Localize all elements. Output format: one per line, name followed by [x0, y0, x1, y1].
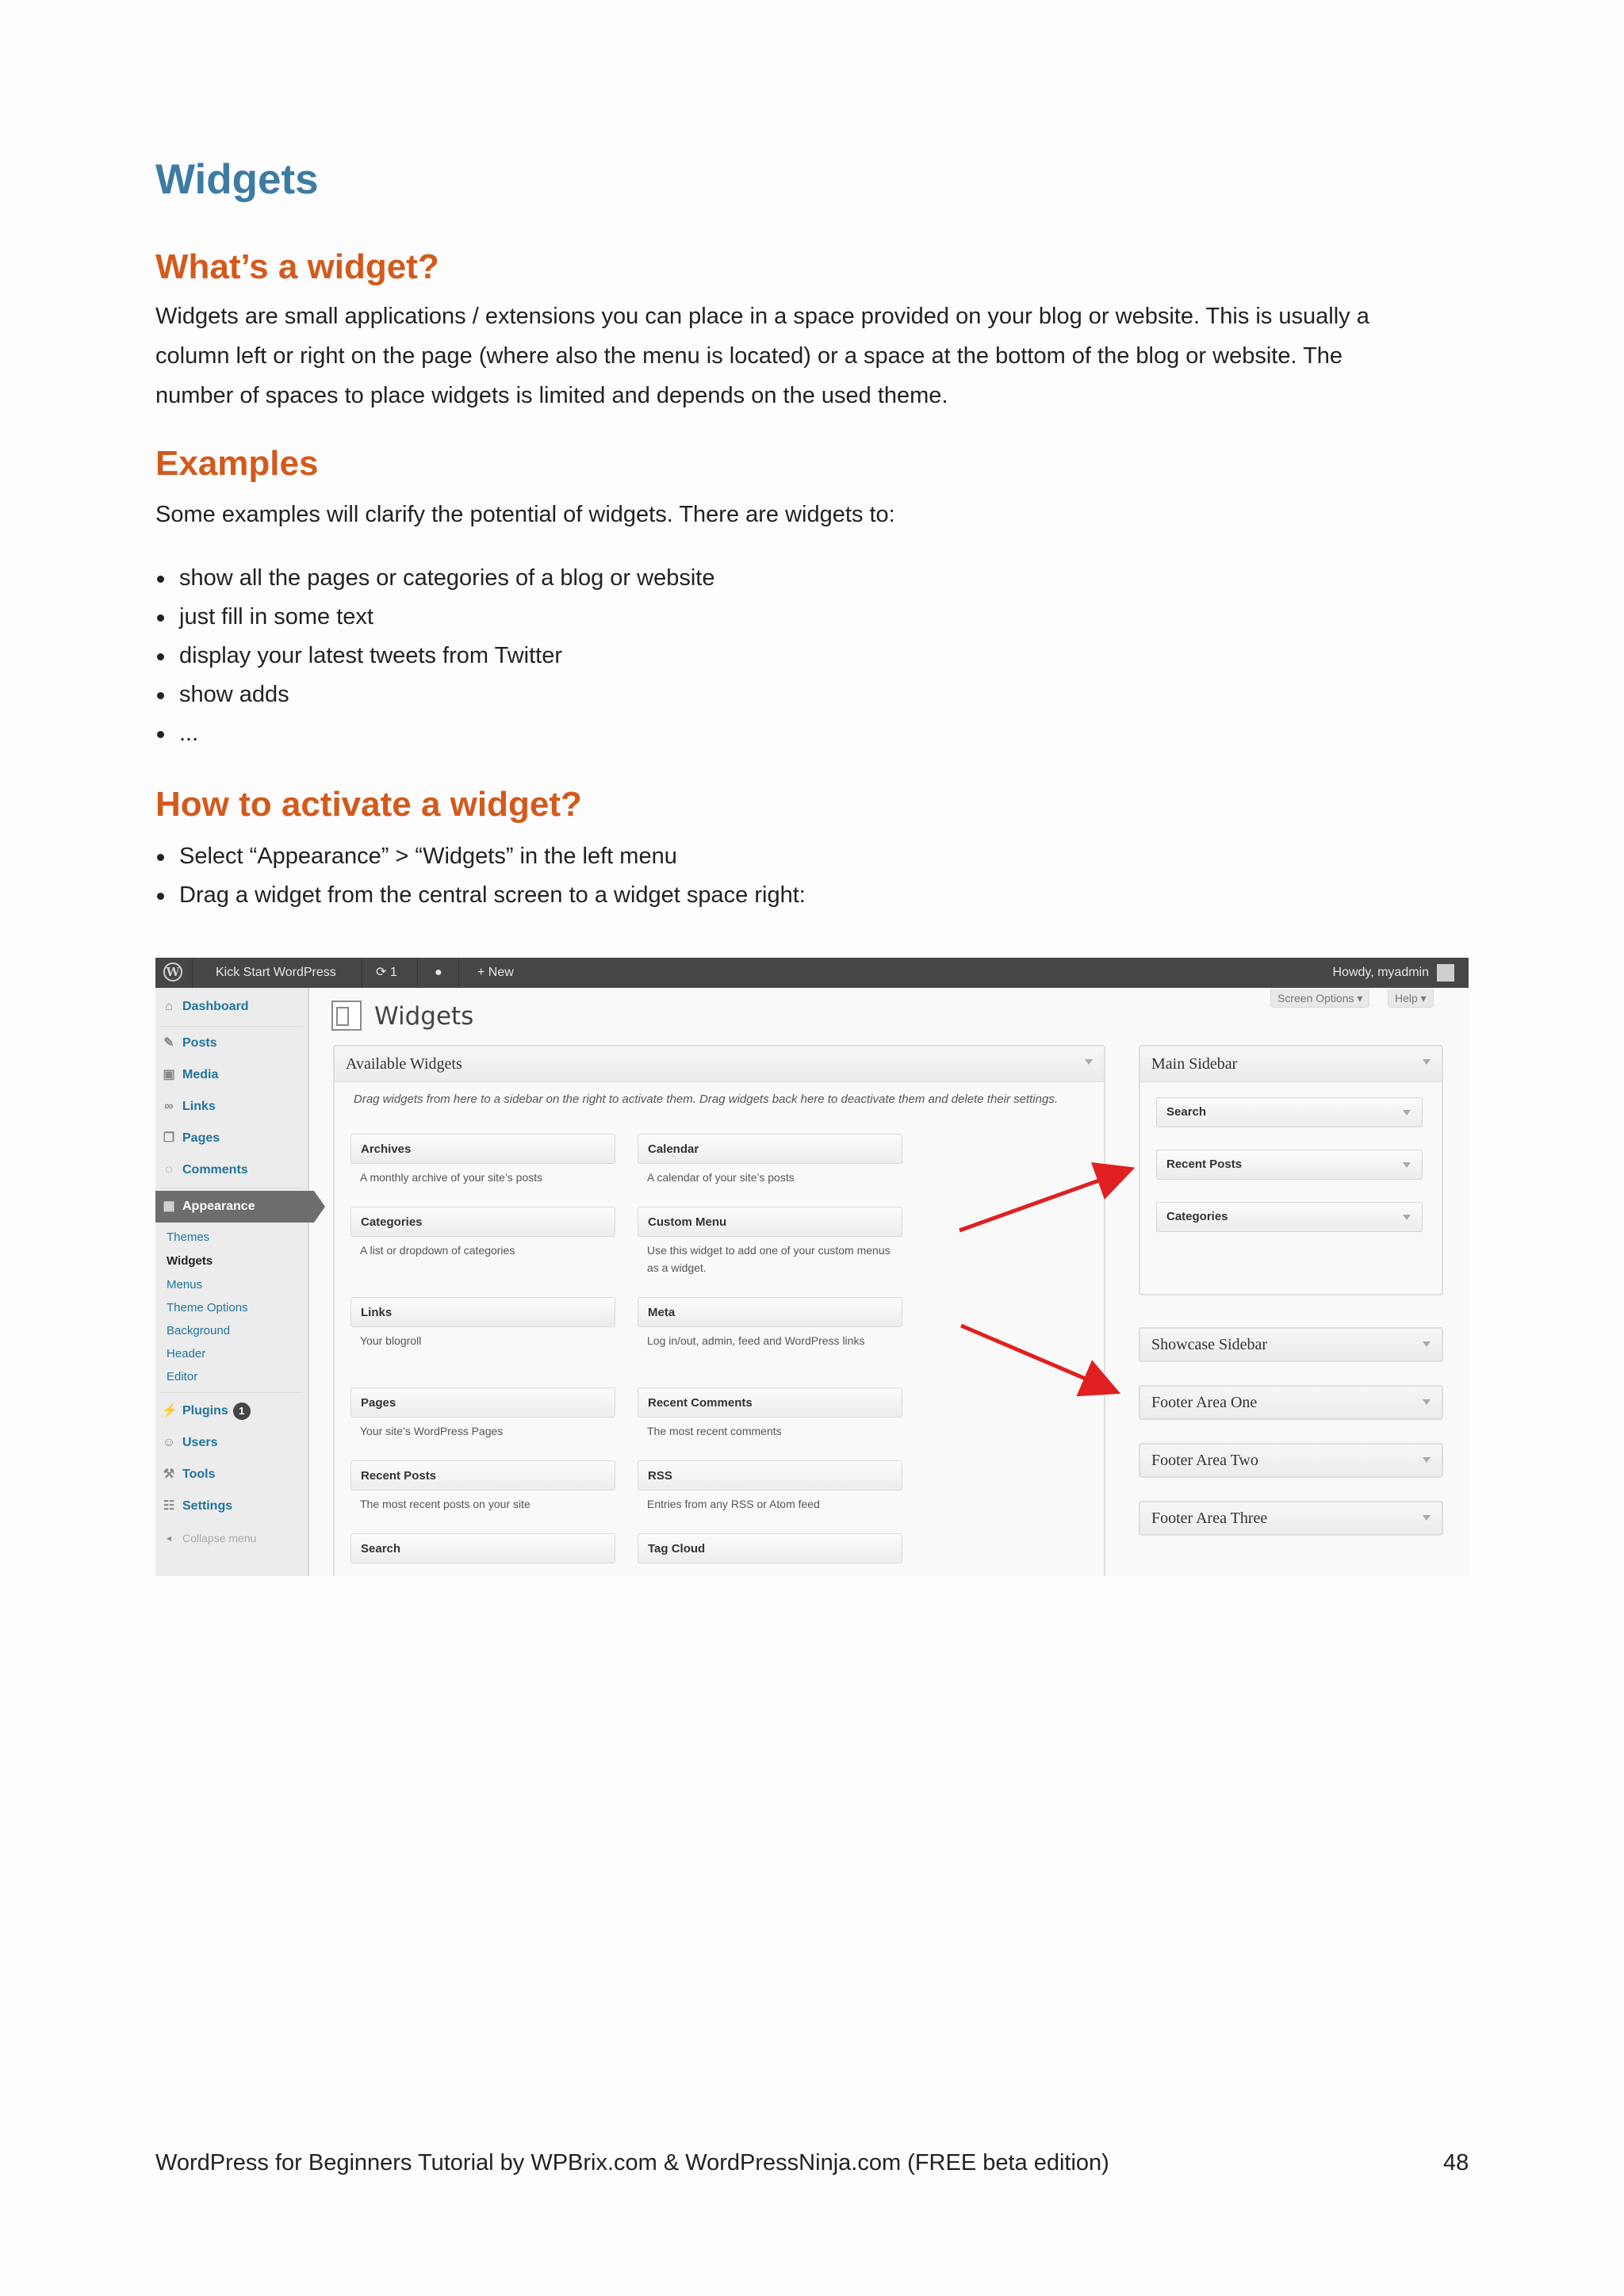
widget-description: Log in/out, admin, feed and WordPress links	[647, 1334, 865, 1347]
list-item: ...	[155, 714, 714, 753]
paragraph-widget-definition	[155, 297, 1456, 415]
submenu-item-themes[interactable]: Themes	[167, 1230, 210, 1244]
list-item: Drag a widget from the central screen to a widget space right:	[155, 876, 806, 915]
howdy-account-link[interactable]: Howdy, myadmin	[1332, 966, 1429, 979]
wordpress-widgets-screenshot	[155, 958, 1469, 1576]
widget-description: Your blogroll	[360, 1334, 422, 1347]
panel-title: Main Sidebar	[1151, 1055, 1238, 1073]
widget-description: The most recent comments	[647, 1425, 782, 1437]
sidebar-widget-label: Recent Posts	[1166, 1158, 1243, 1171]
list-item: Select “Appearance” > “Widgets” in the left menu	[155, 837, 806, 876]
menu-item-label: Collapse menu	[182, 1532, 257, 1544]
section-heading-whats-a-widget: What’s a widget?	[155, 247, 439, 286]
widget-categories[interactable]: Categories	[350, 1207, 615, 1237]
sidebar-widget-label: Search	[1166, 1105, 1207, 1119]
drag-hint-text: Drag widgets from here to a sidebar on the right to activate them. Drag widgets back here to deactivate them and delete their settings.	[354, 1093, 1058, 1106]
area-title: Footer Area Three	[1151, 1510, 1268, 1527]
tools-icon: ⚒	[163, 1468, 175, 1481]
menu-item-label: Dashboard	[182, 1000, 249, 1013]
menu-item-label: Appearance	[182, 1200, 255, 1213]
menu-item-label: Links	[182, 1100, 216, 1113]
menu-item-label: Comments	[182, 1163, 248, 1177]
pin-icon: ✎	[163, 1036, 174, 1050]
arrow-to-footer-area	[961, 1326, 1113, 1391]
widget-rss[interactable]: RSS	[638, 1460, 902, 1490]
help-button[interactable]: Help ▾	[1388, 989, 1434, 1008]
widget-custom-menu[interactable]: Custom Menu	[638, 1207, 902, 1237]
menu-item-label: Media	[182, 1068, 219, 1081]
media-icon: ▣	[163, 1068, 175, 1081]
comments-icon[interactable]: ●	[435, 966, 442, 979]
refresh-icon: ⟳	[376, 966, 387, 979]
widget-description: Entries from any RSS or Atom feed	[647, 1498, 820, 1510]
page-footer: WordPress for Beginners Tutorial by WPBrix.com & WordPressNinja.com (FREE beta edition)	[155, 2150, 1109, 2175]
collapse-arrow-icon: ◂	[166, 1533, 172, 1544]
area-title: Footer Area One	[1151, 1394, 1258, 1411]
menu-item-label: Tools	[182, 1468, 216, 1481]
help-label: Help	[1395, 992, 1418, 1004]
widget-pages[interactable]: Pages	[350, 1387, 615, 1418]
widget-archives[interactable]: Archives	[350, 1134, 615, 1164]
menu-item-label: Pages	[182, 1131, 220, 1145]
activate-steps-list	[155, 837, 806, 915]
widget-description: Your site’s WordPress Pages	[360, 1425, 504, 1437]
list-item: show all the pages or categories of a blog or website	[155, 559, 714, 598]
settings-icon: ☷	[163, 1499, 175, 1513]
widget-search[interactable]: Search	[350, 1533, 615, 1563]
new-content-link[interactable]: + New	[477, 966, 514, 979]
widget-recent-posts[interactable]: Recent Posts	[350, 1460, 615, 1490]
updates-count: 1	[389, 966, 397, 979]
dashboard-icon: ⌂	[165, 1000, 173, 1013]
menu-item-label: Settings	[182, 1499, 233, 1513]
comment-bubble-icon: ◌	[165, 1163, 173, 1177]
widget-description: Use this widget to add one of your custom menus as a widget.	[647, 1244, 891, 1274]
submenu-item-widgets[interactable]: Widgets	[167, 1254, 213, 1268]
submenu-item-editor[interactable]: Editor	[167, 1370, 198, 1383]
submenu-item-menus[interactable]: Menus	[167, 1278, 203, 1292]
section-heading-activate: How to activate a widget?	[155, 785, 582, 824]
section-heading-examples: Examples	[155, 444, 319, 483]
plugins-label: Plugins	[182, 1404, 228, 1418]
users-icon: ☺	[162, 1436, 176, 1449]
list-item: show adds	[155, 675, 714, 714]
arrow-to-main-sidebar	[959, 1170, 1128, 1230]
sidebar-widget-label: Categories	[1166, 1210, 1228, 1223]
widget-recent-comments[interactable]: Recent Comments	[638, 1387, 902, 1418]
submenu-item-header[interactable]: Header	[167, 1347, 206, 1360]
submenu-item-theme-options[interactable]: Theme Options	[167, 1301, 248, 1314]
area-title: Showcase Sidebar	[1151, 1336, 1268, 1353]
examples-list	[155, 559, 714, 753]
wordpress-logo-icon[interactable]: W	[163, 962, 182, 982]
site-name-link[interactable]: Kick Start WordPress	[216, 966, 336, 979]
menu-item-label: Posts	[182, 1036, 217, 1050]
panel-title: Available Widgets	[346, 1055, 462, 1073]
list-item: display your latest tweets from Twitter	[155, 637, 714, 675]
widget-description: The most recent posts on your site	[360, 1498, 530, 1510]
area-title: Footer Area Two	[1151, 1452, 1258, 1469]
page-title: Widgets	[155, 156, 319, 203]
link-icon: ∞	[164, 1100, 174, 1113]
menu-item-label: Users	[182, 1436, 218, 1449]
annotation-arrows	[155, 958, 1469, 1576]
list-item: just fill in some text	[155, 598, 714, 637]
widget-meta[interactable]: Meta	[638, 1297, 902, 1327]
submenu-item-background[interactable]: Background	[167, 1324, 231, 1337]
paragraph-examples-intro: Some examples will clarify the potential of widgets. There are widgets to:	[155, 502, 895, 527]
appearance-icon: ▦	[163, 1200, 175, 1213]
paragraph-line: column left or right on the page (where also the menu is located) or a space at the bottom of the blog or website. The	[155, 343, 1343, 369]
widget-description: A monthly archive of your site’s posts	[360, 1171, 543, 1184]
screen-page-title: Widgets	[374, 1002, 474, 1031]
plugin-icon: ⚡	[162, 1404, 178, 1418]
paragraph-line: number of spaces to place widgets is limited and depends on the used theme.	[155, 383, 948, 408]
widget-tag-cloud[interactable]: Tag Cloud	[638, 1533, 902, 1563]
pages-icon: ❐	[163, 1131, 175, 1145]
widget-calendar[interactable]: Calendar	[638, 1134, 902, 1164]
screen-options-label: Screen Options	[1277, 992, 1354, 1004]
screen-options-button[interactable]: Screen Options ▾	[1270, 989, 1369, 1008]
plugins-update-badge: 1	[233, 1402, 251, 1420]
widget-description: A calendar of your site’s posts	[647, 1171, 795, 1184]
widget-links[interactable]: Links	[350, 1297, 615, 1327]
paragraph-line: Widgets are small applications / extensions you can place in a space provided on your blog or website. This is usually a	[155, 304, 1369, 329]
widget-description: A list or dropdown of categories	[360, 1244, 515, 1257]
page-number: 48	[1443, 2150, 1469, 2175]
